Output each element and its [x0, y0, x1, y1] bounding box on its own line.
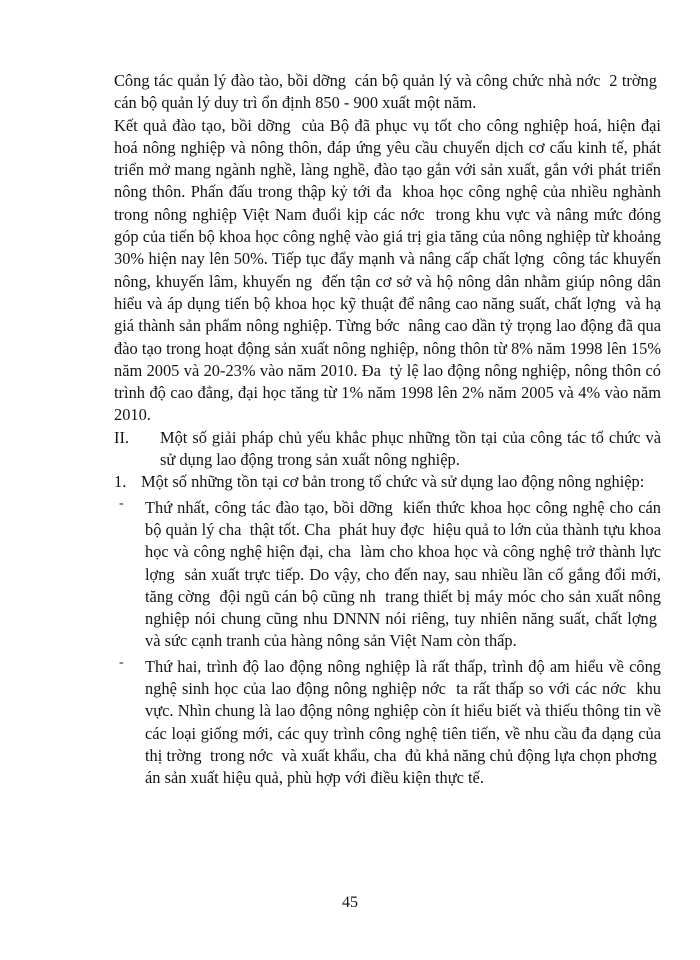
paragraph-training-results: Kết quả đào tạo, bồi dỡng của Bộ đã phục vụ tốt cho công nghiệp hoá, hiện đại hoá nông nghiệp và nông thôn, đáp ứng yêu cầu chuyển dịch cơ cấu kinh tế, phát triển mở mang ngành nghề, làng nghề, đào tạo gắn với sản xuất, gắn với phát triển nông thôn. Phấn đấu trong thập kỷ tới đa khoa học công nghệ của nhiều nghành trong nông nghiệp Việt Nam đuổi kịp các nớc trong khu vực và nâng mức đóng góp của tiến bộ khoa học công nghệ vào giá trị gia tăng của nông nghiệp từ khoảng 30% hiện nay lên 50%. Tiếp tục đẩy mạnh và nâng cấp chất lợng công tác khuyến nông, khuyến lâm, khuyến ng đến tận cơ sở và hộ nông dân nhằm giúp nông dân hiểu và áp dụng tiến bộ khoa học kỹ thuật để nâng cao năng suất, chất lợng và hạ giá thành sản phẩm nông nghiệp. Từng bớc nâng cao dần tỷ trọng lao động đã qua đào tạo trong hoạt động sản xuất nông nghiệp, nông thôn từ 8% năm 1998 lên 15% năm 2005 và 20-23% vào năm 2010. Đa tỷ lệ lao động nông nghiệp, nông thôn có trình độ cao đẳng, đại học tăng từ 1% năm 1998 lên 2% năm 2005 và 4% vào năm 2010. — [114, 115, 661, 425]
bullet-text-second: Thứ hai, trình độ lao động nông nghiệp là rất thấp, trình độ am hiểu về công nghệ sinh học của lao động nông nghiệp nớc ta rất thấp so với các nớc khu vực. Nhìn chung là lao động nông nghiệp còn ít hiểu biết và thiếu thông tin về các loại giống mới, các quy trình công nghệ tiên tiến, về nhu cầu đa dạng của thị trờng trong nớc và xuất khẩu, cha đủ khả năng chủ động lựa chọn phơng án sản xuất hiệu quả, phù hợp với điều kiện thực tế. — [145, 656, 661, 788]
bullet-text-first: Thứ nhất, công tác đào tạo, bồi dỡng kiến thức khoa học công nghệ cho cán bộ quản lý cha thật tốt. Cha phát huy đợc hiệu quả to lớn của thành tựu khoa học và công nghệ hiện đại, cha làm cho khoa học và công nghệ trở thành lực lợng sản xuất trực tiếp. Do vậy, cho đến nay, sau nhiều lần cố gắng đổi mới, tăng cờng đội ngũ cán bộ cũng nh trang thiết bị máy móc cho sản xuất nông nghiệp nói chung cũng nhu DNNN nói riêng, tuy nhiên năng suất, chất lợng và sức cạnh tranh của hàng nông sản Việt Nam còn thấp. — [145, 497, 661, 651]
section-heading-text: Một số giải pháp chủ yếu khắc phục những tồn tại của công tác tổ chức và sử dụng lao động trong sản xuất nông nghiệp. — [160, 427, 661, 470]
paragraph-training-management: Công tác quản lý đào tào, bồi dỡng cán bộ quản lý và công chức nhà nớc 2 trờng cán bộ quản lý duy trì ổn định 850 - 900 xuất một năm. — [114, 71, 661, 113]
numbered-item-marker: 1. — [114, 472, 127, 492]
bullet-dash: - — [119, 654, 124, 670]
page-number: 45 — [342, 894, 358, 911]
document-body — [114, 70, 661, 790]
bullet-dash: - — [119, 495, 124, 511]
numbered-item-text: Một số những tồn tại cơ bản trong tổ chức và sử dụng lao động nông nghiệp: — [141, 472, 645, 492]
section-number: II. — [114, 427, 130, 447]
bullet-item-first — [114, 497, 661, 653]
section-heading — [114, 427, 661, 472]
bullet-item-second — [114, 656, 661, 790]
numbered-item — [114, 471, 661, 493]
